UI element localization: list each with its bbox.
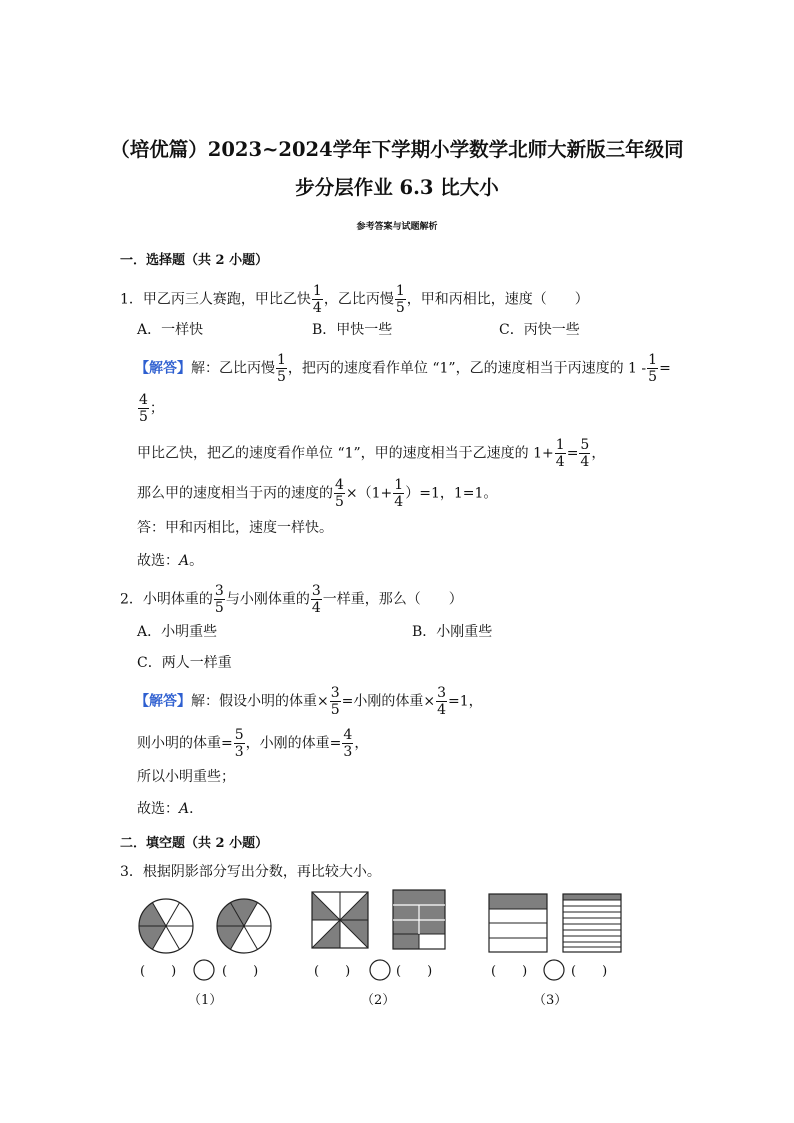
fraction: $\frac{5}{3}$ (234, 727, 244, 760)
fraction: $\frac{1}{5}$ (395, 283, 405, 316)
question-number: 2． (120, 591, 143, 608)
circle-figure-right (217, 899, 271, 953)
option-c: C．丙快一些 (499, 322, 580, 338)
option-a: A．一样快 (137, 322, 204, 338)
compare-circle[interactable] (194, 960, 214, 980)
answer-blank[interactable]: ( ) (491, 964, 528, 979)
fraction: $\frac{1}{4}$ (394, 477, 404, 510)
question-number: 3． (120, 864, 143, 880)
answer-1-choice: 故选：A。 (137, 553, 204, 569)
fraction: $\frac{3}{4}$ (437, 685, 447, 718)
answer-tag: 【解答】 (135, 693, 191, 710)
fraction: $\frac{3}{4}$ (311, 583, 321, 616)
answer-2-line-3: 所以小明重些； (137, 769, 235, 785)
fraction: $\frac{3}{5}$ (330, 685, 340, 718)
question-number: 1． (120, 291, 143, 308)
fraction: $\frac{4}{3}$ (343, 727, 353, 760)
option-a: A．小明重些 (137, 624, 218, 640)
question-3-stem: 3．根据阴影部分写出分数，再比较大小。 (120, 864, 381, 880)
doc-subtitle: 参考答案与试题解析 (356, 222, 438, 232)
fraction: $\frac{1}{5}$ (648, 352, 658, 385)
answer-blank[interactable]: ( ) (222, 964, 259, 979)
fraction: $\frac{1}{4}$ (555, 437, 565, 470)
option-b: B．甲快一些 (312, 322, 393, 338)
figure-caption-1: （1） (188, 993, 223, 1008)
compare-circle[interactable] (544, 960, 564, 980)
fraction: $\frac{1}{4}$ (312, 283, 322, 316)
option-b: B．小刚重些 (412, 624, 493, 640)
section-heading-choice: 一．选择题（共 2 小题） (120, 253, 269, 268)
fraction-figures (0, 880, 794, 1015)
fraction: $\frac{5}{4}$ (580, 437, 590, 470)
question-2-stem: 2．小明体重的 $\frac{3}{5}$ 与小刚体重的 $\frac{3}{4}$ 一样重，那么（ ） (120, 583, 463, 616)
option-c: C．两人一样重 (137, 655, 232, 671)
answer-tag: 【解答】 (135, 360, 191, 377)
answer-1-line-2: $\frac{4}{5}$ ； (139, 392, 164, 425)
answer-blank[interactable]: ( ) (396, 964, 433, 979)
answer-1-line-4: 那么甲的速度相当于丙的速度的 $\frac{4}{5}$ ×（1+ $\frac{1}{4}$ ）=1，1=1。 (137, 477, 498, 510)
square-figure-right (393, 890, 445, 949)
section-heading-fill: 二．填空题（共 2 小题） (120, 836, 269, 851)
answer-2-line-2: 则小明的体重= $\frac{5}{3}$ ，小刚的体重= $\frac{4}{3}$ ， (137, 727, 369, 760)
doc-title-line1: （培优篇）2023~2024学年下学期小学数学北师大新版三年级同 (110, 138, 684, 161)
rectangle-figure-right (563, 894, 621, 952)
answer-1-line-5: 答：甲和丙相比，速度一样快。 (137, 520, 333, 536)
fraction: $\frac{4}{5}$ (335, 477, 344, 510)
fraction: $\frac{4}{5}$ (139, 392, 148, 425)
answer-1-line-1: 【解答】解：乙比丙慢 $\frac{1}{5}$ ，把丙的速度看作单位 “1”，乙的速度相当于丙速度的 1 - $\frac{1}{5}$ = (135, 352, 671, 385)
fraction: $\frac{3}{5}$ (214, 583, 224, 616)
answer-2-line-1: 【解答】解：假设小明的体重× $\frac{3}{5}$ =小刚的体重× $\frac{3}{4}$ =1， (135, 685, 483, 718)
doc-title-line2: 步分层作业 6.3 比大小 (295, 176, 499, 199)
figure-caption-3: （3） (533, 993, 568, 1008)
rectangle-figure-left (489, 894, 547, 952)
answer-blank[interactable]: ( ) (140, 964, 177, 979)
answer-2-choice: 故选：A． (137, 801, 204, 817)
compare-circle[interactable] (370, 960, 390, 980)
figure-caption-2: （2） (361, 993, 396, 1008)
square-figure-left (312, 892, 368, 948)
question-1-stem: 1．甲乙丙三人赛跑，甲比乙快 $\frac{1}{4}$ ，乙比丙慢 $\frac{1}{5}$ ，甲和丙相比，速度（ ） (120, 283, 589, 316)
answer-1-line-3: 甲比乙快，把乙的速度看作单位 “1”，甲的速度相当于乙速度的 1+ $\frac{1}{4}$ = $\frac{5}{4}$ ， (137, 437, 606, 470)
answer-blank[interactable]: ( ) (571, 964, 608, 979)
fraction: $\frac{1}{5}$ (277, 352, 286, 385)
answer-blank[interactable]: ( ) (314, 964, 351, 979)
circle-figure-left (139, 899, 193, 953)
